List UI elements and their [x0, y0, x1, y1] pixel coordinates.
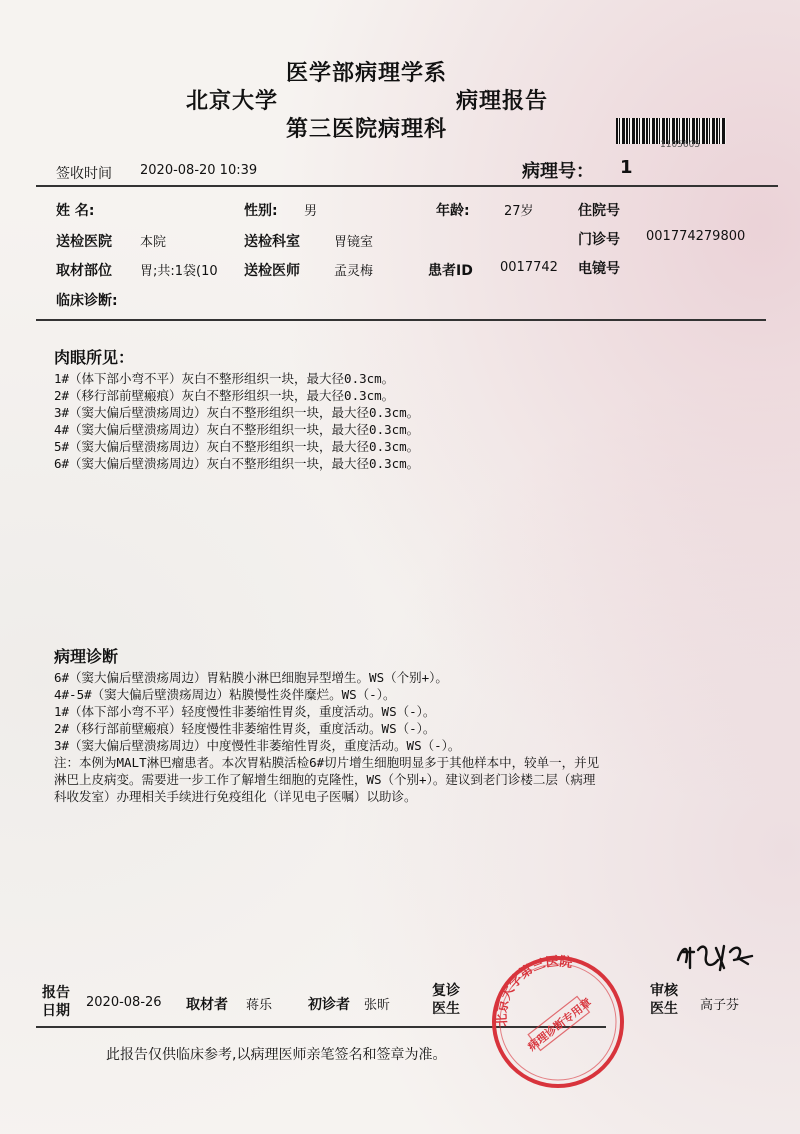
hospital-seal-stamp [488, 952, 628, 1092]
patient-id-value: 0017742 [500, 260, 558, 275]
barcode-number: 1105605 [660, 140, 701, 150]
diagnosis-line: 2#（移行部前壁瘢痕）轻度慢性非萎缩性胃炎，重度活动。WS（-）。 [54, 721, 436, 736]
patient-id-label: 患者ID [428, 263, 473, 279]
clinical-label: 临床诊断: [56, 293, 118, 309]
pathology-no-label: 病理号： [522, 161, 594, 182]
review-label-1: 复诊 [432, 983, 460, 999]
sampler-value: 蒋乐 [246, 998, 273, 1013]
scope-label: 电镜号 [578, 261, 620, 277]
initial-label: 初诊者 [308, 997, 350, 1013]
receive-time-label: 签收时间 [56, 166, 112, 182]
diagnosis-line: 4#-5#（窦大偏后壁溃疡周边）粘膜慢性炎伴糜烂。WS（-）。 [54, 687, 396, 702]
diagnosis-line: 3#（窦大偏后壁溃疡周边）中度慢性非萎缩性胃炎，重度活动。WS（-）。 [54, 738, 461, 753]
gross-line: 5#（窦大偏后壁溃疡周边）灰白不整形组织一块，最大径0.3cm。 [54, 439, 420, 454]
outpatient-label: 门诊号 [578, 232, 620, 248]
site-label: 取材部位 [56, 263, 112, 279]
hospital-value: 本院 [140, 235, 167, 250]
diagnosis-line: 淋巴上皮病变。需要进一步工作了解增生细胞的克隆性，WS（个别+）。建议到老门诊楼二层（病理 [54, 772, 596, 787]
hospital-label: 送检医院 [56, 234, 112, 250]
doctor-label: 送检医师 [244, 263, 300, 279]
gross-line: 1#（体下部小弯不平）灰白不整形组织一块，最大径0.3cm。 [54, 371, 395, 386]
diagnosis-line: 科收发室）办理相关手续进行免疫组化（详见电子医嘱）以助诊。 [54, 789, 417, 804]
gross-line: 3#（窦大偏后壁溃疡周边）灰白不整形组织一块，最大径0.3cm。 [54, 405, 420, 420]
svg-text:北京大学第三医院: 北京大学第三医院 [494, 954, 574, 1027]
audit-value: 高子芬 [700, 998, 740, 1013]
gross-title: 肉眼所见： [54, 348, 135, 367]
age-label: 年龄: [436, 203, 470, 219]
gross-line: 6#（窦大偏后壁溃疡周边）灰白不整形组织一块，最大径0.3cm。 [54, 456, 420, 471]
report-type: 病理报告 [456, 89, 549, 114]
gross-line: 4#（窦大偏后壁溃疡周边）灰白不整形组织一块，最大径0.3cm。 [54, 422, 420, 437]
audit-label-1: 审核 [650, 983, 678, 999]
divider-top [36, 185, 778, 187]
hospital-dept: 第三医院病理科 [286, 117, 448, 142]
diagnosis-line: 注：本例为MALT淋巴瘤患者。本次胃粘膜活检6#切片增生细胞明显多于其他样本中，较单一，并见 [54, 755, 600, 770]
divider-mid [36, 319, 766, 321]
age-value: 27岁 [504, 204, 534, 219]
inpatient-label: 住院号 [578, 203, 620, 219]
disclaimer: 此报告仅供临床参考,以病理医师亲笔签名和签章为准。 [106, 1047, 447, 1063]
dept-line: 医学部病理学系 [286, 61, 448, 86]
site-value: 胃;共:1袋(10 [140, 264, 218, 279]
dept-label: 送检科室 [244, 234, 300, 250]
handwritten-signature [672, 938, 762, 978]
diagnosis-title: 病理诊断 [54, 647, 119, 666]
review-label-2: 医生 [432, 1001, 460, 1017]
report-date-label-2: 日期 [42, 1003, 70, 1019]
pathology-no-value: 1 [620, 157, 633, 178]
diagnosis-line: 6#（窦大偏后壁溃疡周边）胃粘膜小淋巴细胞异型增生。WS（个别+）。 [54, 670, 448, 685]
outpatient-value: 001774279800 [646, 229, 746, 244]
name-label: 姓 名: [56, 203, 95, 219]
gross-lines [54, 370, 419, 472]
doctor-value: 孟灵梅 [334, 264, 374, 279]
audit-label-2: 医生 [650, 1001, 678, 1017]
initial-value: 张昕 [364, 998, 391, 1013]
report-date-label-1: 报告 [42, 985, 70, 1001]
diagnosis-line: 1#（体下部小弯不平）轻度慢性非萎缩性胃炎，重度活动。WS（-）。 [54, 704, 436, 719]
sex-value: 男 [304, 204, 318, 219]
university-name: 北京大学 [186, 89, 279, 114]
dept-value: 胃镜室 [334, 235, 374, 250]
svg-text:病理诊断专用章: 病理诊断专用章 [525, 995, 595, 1054]
sex-label: 性别: [244, 203, 278, 219]
report-date-value: 2020-08-26 [86, 995, 162, 1010]
diagnosis-lines [54, 669, 599, 805]
receive-time-value: 2020-08-20 10:39 [140, 163, 258, 178]
gross-line: 2#（移行部前壁瘢痕）灰白不整形组织一块，最大径0.3cm。 [54, 388, 395, 403]
sampler-label: 取材者 [186, 997, 228, 1013]
